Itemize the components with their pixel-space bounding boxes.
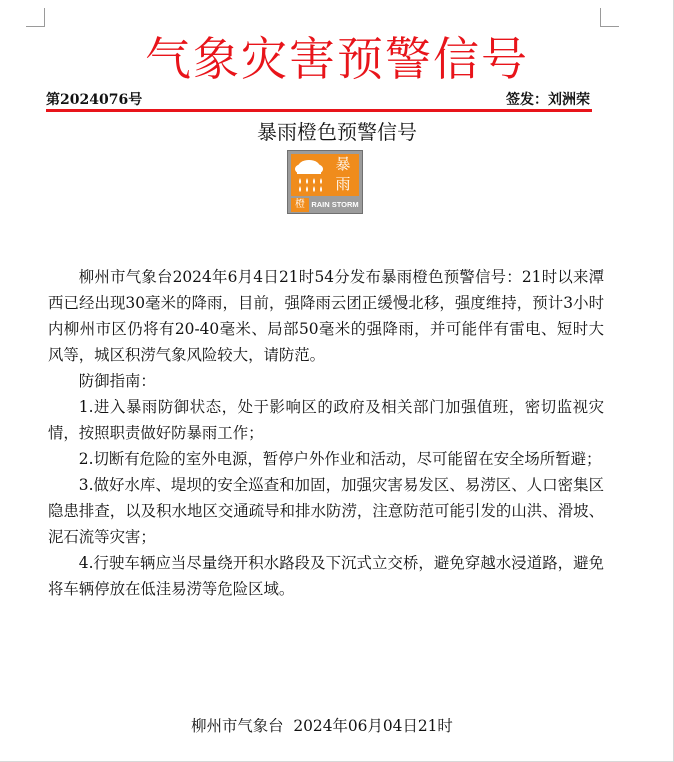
footer-date: 2024年06月04日21时 (293, 717, 453, 735)
badge-english-text: RAIN STORM (311, 200, 359, 209)
rain-cloud-icon (291, 154, 327, 196)
footer-issuer: 柳州市气象台 (191, 717, 284, 735)
guide-item-3: 3.做好水库、堤坝的安全巡查和加固，加强灾害易发区、易涝区、人口密集区隐患排查，以及积水地区交通疏导和排水防涝，注意防范可能引发的山洪、滑坡、泥石流等灾害； (48, 476, 604, 546)
guide-item-2: 2.切断有危险的室外电源，暂停户外作业和活动，尽可能留在安全场所暂避； (78, 450, 602, 468)
badge-level-text: 橙 (291, 198, 309, 212)
document-body (48, 264, 604, 602)
badge-text-line-1: 暴 (335, 155, 351, 173)
badge-main-text (327, 154, 359, 196)
signal-title: 暴雨橙色预警信号 (257, 120, 417, 144)
badge-text-line-2: 雨 (335, 175, 351, 193)
document-title: 气象灾害预警信号 (145, 32, 529, 86)
document-number: 第2024076号 (46, 92, 143, 108)
guide-heading: 防御指南： (78, 372, 156, 390)
warning-signal-badge (287, 150, 363, 214)
intro-paragraph: 柳州市气象台2024年6月4日21时54分发布暴雨橙色预警信号：21时以来潭西已经出现30毫米的降雨，目前，强降雨云团正缓慢北移，强度维持，预计3小时内柳州市区仍将有20-40毫米、局部50毫米的强降雨，并可能伴有雷电、短时大风等，城区积涝气象风险较大，请防范。 (48, 268, 604, 364)
red-separator-rule (46, 109, 592, 112)
guide-item-1: 1.进入暴雨防御状态，处于影响区的政府及相关部门加强值班，密切监视灾情，按照职责做好防暴雨工作； (48, 398, 604, 442)
guide-item-4: 4.行驶车辆应当尽量绕开积水路段及下沉式立交桥，避免穿越水浸道路，避免将车辆停放在低洼易涝等危险区域。 (48, 554, 604, 598)
document-footer (0, 714, 644, 738)
badge-orange-panel (291, 154, 359, 196)
document-signer: 签发：刘洲荣 (506, 92, 590, 108)
